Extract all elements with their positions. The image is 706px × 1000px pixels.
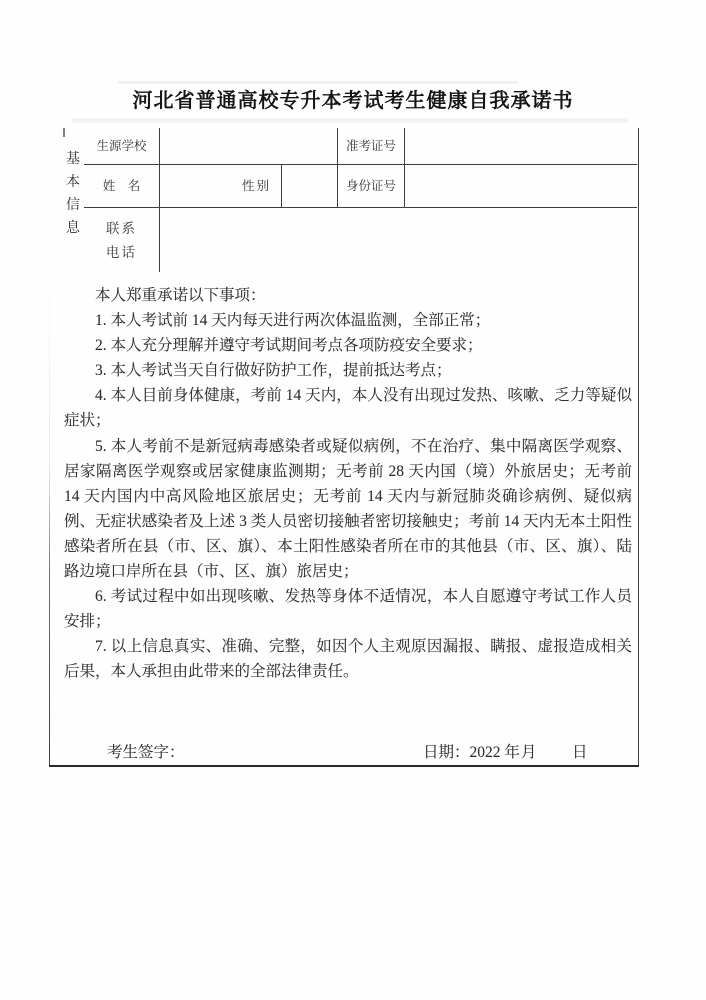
commitment-intro: 本人郑重承诺以下事项：: [95, 287, 266, 304]
commitment-body: [64, 283, 632, 685]
commitment-item-1: 1. 本人考试前 14 天内每天进行两次体温监测，全部正常；: [95, 312, 491, 330]
commitment-item-2: 2. 本人充分理解并遵守考试期间考点各项防疫安全要求；: [95, 337, 483, 355]
phone-label-line2: 电话: [106, 245, 137, 260]
commitment-item-4: 4. 本人目前身体健康，考前 14 天内，本人没有出现过发热、咳嗽、乏力等疑似症状；: [64, 387, 632, 430]
scan-speck-table-corner: [63, 128, 65, 137]
id-number-label: 身份证号: [345, 179, 396, 193]
scan-smudge-above-table: [72, 118, 628, 123]
frame-right-border: [638, 128, 639, 767]
id-number-value-cell: [405, 165, 638, 207]
date-prefix: 日期：2022 年: [423, 744, 520, 761]
exam-number-value-cell: [405, 128, 638, 164]
date-day-label: 日: [572, 744, 588, 761]
gender-label: 性别: [241, 179, 271, 193]
school-value-cell: [160, 128, 337, 164]
gender-value-cell: [282, 165, 337, 207]
section-char: 本: [66, 175, 80, 190]
signature-label: 考生签字：: [107, 744, 185, 761]
commitment-item-7: 7. 以上信息真实、准确、完整，如因个人主观原因漏报、瞒报、虚报造成相关后果，本人承担由此带来的全部法律责任。: [64, 638, 632, 681]
school-label: 生源学校: [96, 139, 147, 153]
section-char: 息: [66, 221, 80, 236]
date-month-label: 月: [521, 744, 537, 761]
section-char: 信: [66, 198, 80, 213]
name-label: 姓 名: [102, 179, 141, 193]
commitment-item-3: 3. 本人考试当天自行做好防护工作，提前抵达考点；: [95, 362, 452, 380]
frame-bottom-border: [49, 765, 639, 767]
exam-number-label: 准考证号: [345, 139, 396, 153]
phone-label-line1: 联系: [106, 221, 137, 236]
frame-left-border: [49, 270, 50, 766]
commitment-item-6: 6. 考试过程中如出现咳嗽、发热等身体不适情况，本人自愿遵守考试工作人员安排；: [64, 588, 632, 631]
commitment-item-5: 5. 本人考前不是新冠病毒感染者或疑似病例，不在治疗、集中隔离医学观察、居家隔离医学观察或居家健康监测期；无考前 28 天内国（境）外旅居史；无考前 14 天内国内中高风险地区旅居史；无考前 14 天内与新冠肺炎确诊病例、疑似病例、无症状感染者及上述 3 类人员密切接触者密切接触史；考前 14 天内无本土阳性感染者所在县（市、区、旗）、本土阳性感染者所在市的其他县（市、区、旗）、陆路边境口岸所在县（市、区、旗）旅居史；: [64, 437, 632, 581]
phone-value-cell: [160, 208, 638, 272]
page-title: 河北省普通高校专升本考试考生健康自我承诺书: [132, 90, 574, 112]
section-char: 基: [66, 152, 80, 167]
